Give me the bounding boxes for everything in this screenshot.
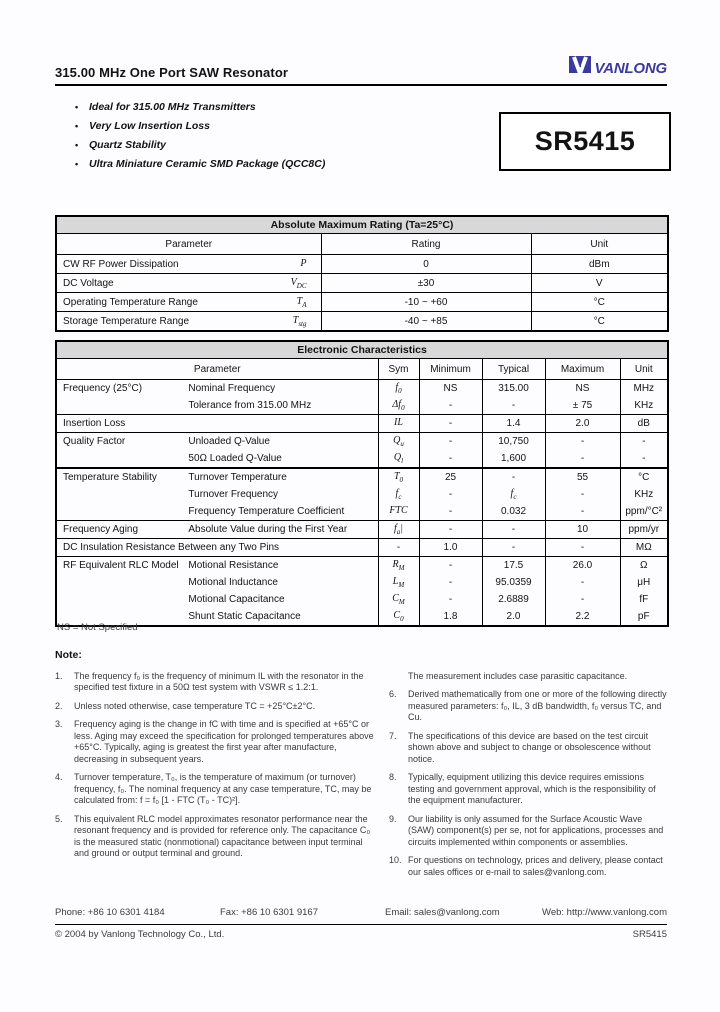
typ-cell: - <box>482 397 545 415</box>
note-number: 3. <box>55 719 63 729</box>
unit-cell: Ω <box>620 557 668 575</box>
table-row <box>56 503 668 521</box>
typ-cell: - <box>482 468 545 486</box>
min-cell: 1.8 <box>419 608 482 626</box>
parameter-cell: DC Insulation Resistance Between any Two Pins <box>56 539 378 557</box>
min-cell: - <box>419 557 482 575</box>
unit-cell: V <box>531 274 668 293</box>
note-number: 8. <box>389 772 397 782</box>
note-item <box>389 814 670 849</box>
part-number: SR5415 <box>534 126 636 156</box>
table-title-row <box>56 216 668 234</box>
max-cell: 2.0 <box>545 415 620 433</box>
parameter-cell: CW RF Power Dissipation P <box>56 255 321 274</box>
table-row <box>56 415 668 433</box>
col-header-rating: Rating <box>321 234 531 255</box>
note-item <box>389 689 670 724</box>
note-number: 5. <box>55 813 63 824</box>
feature-list <box>75 98 465 174</box>
sym-cell: $f_c$ <box>378 486 419 503</box>
typ-cell: $f_c$ <box>482 486 545 503</box>
typ-cell: 315.00 <box>482 380 545 398</box>
max-cell: NS <box>545 380 620 398</box>
col-header-unit: Unit <box>620 359 668 380</box>
page-title: 315.00 MHz One Port SAW Resonator <box>55 65 289 80</box>
typ-cell: 2.6889 <box>482 591 545 608</box>
unit-cell: dBm <box>531 255 668 274</box>
table-row <box>56 380 668 398</box>
note-text: For questions on technology, prices and delivery, please contact our sales offices or e-mail to sales@vanlong.com. <box>408 855 663 877</box>
notes-left-column <box>55 671 375 886</box>
notes-heading: Note: <box>55 649 82 661</box>
table-header-row <box>56 359 668 380</box>
parameter-cell: Operating Temperature Range $T_A$ <box>56 293 321 312</box>
unit-cell: KHz <box>620 397 668 415</box>
typ-cell: 95.0359 <box>482 574 545 591</box>
note-text: The specifications of this device are based on the test circuit shown above and subject to change or obsolescence without notice. <box>408 730 651 764</box>
col-header-min: Minimum <box>419 359 482 380</box>
unit-cell: MHz <box>620 380 668 398</box>
note-item <box>389 772 670 807</box>
typ-cell: 2.0 <box>482 608 545 626</box>
unit-cell: ppm/yr <box>620 521 668 539</box>
min-cell: - <box>419 397 482 415</box>
footer-web: Web: http://www.vanlong.com <box>542 907 667 918</box>
feature-item: • Ideal for 315.00 MHz Transmitters <box>75 98 465 117</box>
max-cell: - <box>545 503 620 521</box>
parameter-cell: Quality Factor Unloaded Q-Value <box>56 433 378 451</box>
min-cell: - <box>419 486 482 503</box>
table-row <box>56 486 668 503</box>
min-cell: - <box>419 433 482 451</box>
max-cell: - <box>545 486 620 503</box>
typ-cell: 0.032 <box>482 503 545 521</box>
rating-cell: 0 <box>321 255 531 274</box>
min-cell: 1.0 <box>419 539 482 557</box>
feature-item: • Ultra Miniature Ceramic SMD Package (QCC8C) <box>75 155 465 174</box>
copyright-text: © 2004 by Vanlong Technology Co., Ltd. <box>55 929 225 940</box>
max-cell: 10 <box>545 521 620 539</box>
max-cell: ± 75 <box>545 397 620 415</box>
table-title: Absolute Maximum Rating (Ta=25°C) <box>56 216 668 234</box>
sym-cell: $\Delta f_0$ <box>378 397 419 415</box>
min-cell: - <box>419 521 482 539</box>
unit-cell: KHz <box>620 486 668 503</box>
note-number: 9. <box>389 813 397 824</box>
table-row <box>56 397 668 415</box>
page-footer <box>55 907 667 940</box>
parameter-cell: Storage Temperature Range $T_{stg}$ <box>56 312 321 332</box>
parameter-cell: DC Voltage $V_{DC}$ <box>56 274 321 293</box>
parameter-cell: Motional Capacitance <box>188 594 285 605</box>
parameter-cell: Turnover Frequency <box>188 489 279 500</box>
brand-name: VANLONG <box>594 59 667 77</box>
min-cell: - <box>419 503 482 521</box>
doc-number: SR5415 <box>632 929 667 940</box>
note-number: 10. <box>389 855 402 865</box>
sym-cell: $C_0$ <box>378 608 419 626</box>
table-row <box>56 312 668 332</box>
parameter-cell: Insertion Loss <box>56 415 378 433</box>
rating-cell: -40 ~ +85 <box>321 312 531 332</box>
note-item <box>55 701 375 713</box>
col-header-parameter: Parameter <box>56 234 321 255</box>
notes-section <box>55 650 670 885</box>
table-row <box>56 274 668 293</box>
parameter-cell: RF Equivalent RLC Model Motional Resistance <box>56 557 378 575</box>
note-text: Derived mathematically from one or more of the following directly measured parameters: f₀, IL, 3 dB bandwidth, f₀ versus TC, and Cu. <box>408 689 667 722</box>
footer-email: Email: sales@vanlong.com <box>385 907 500 918</box>
col-header-max: Maximum <box>545 359 620 380</box>
typ-cell: 10,750 <box>482 433 545 451</box>
note-text: This equivalent RLC model approximates resonator performance near the resonant frequency and is provided for reference only. The capacitance C₀ is the measured static (nonmotional) capacitance between input terminal and ground or output terminal and ground. <box>74 813 371 858</box>
col-header-typ: Typical <box>482 359 545 380</box>
unit-cell: fF <box>620 591 668 608</box>
min-cell: NS <box>419 380 482 398</box>
table-row <box>56 293 668 312</box>
unit-cell: pF <box>620 608 668 626</box>
sym-cell: IL <box>378 415 419 433</box>
sym-cell: $C_M$ <box>378 591 419 608</box>
note-text: Typically, equipment utilizing this device requires emissions testing and government approval, which is the responsibility of the equipment manufacturer. <box>408 772 656 805</box>
unit-cell: °C <box>531 312 668 332</box>
table-row <box>56 450 668 468</box>
note-number <box>389 671 408 683</box>
table-header-row <box>56 234 668 255</box>
col-header-sym: Sym <box>378 359 419 380</box>
min-cell: 25 <box>419 468 482 486</box>
table-row <box>56 574 668 591</box>
sym-cell: $L_M$ <box>378 574 419 591</box>
unit-cell: °C <box>620 468 668 486</box>
parameter-cell: Shunt Static Capacitance <box>188 611 301 622</box>
typ-cell: 1.4 <box>482 415 545 433</box>
sym-cell: $T_0$ <box>378 468 419 486</box>
max-cell: - <box>545 591 620 608</box>
unit-cell: ppm/°C² <box>620 503 668 521</box>
table-row <box>56 433 668 451</box>
note-number: 6. <box>389 689 397 699</box>
min-cell: - <box>419 415 482 433</box>
part-number-box <box>499 112 671 171</box>
unit-cell: - <box>620 450 668 468</box>
min-cell: - <box>419 591 482 608</box>
parameter-cell: Frequency Temperature Coefficient <box>188 506 345 517</box>
note-text: The frequency f₀ is the frequency of minimum IL with the resonator in the specified test fixture in a 50Ω test system with VSWR ≤ 1.2:1. <box>74 670 364 692</box>
sym-cell: $f_a|$ <box>378 521 419 539</box>
table-row <box>56 468 668 486</box>
typ-cell: - <box>482 539 545 557</box>
table-row <box>56 255 668 274</box>
table-title: Electronic Characteristics <box>56 341 668 359</box>
typ-cell: 17.5 <box>482 557 545 575</box>
note-text: Turnover temperature, T₀, is the temperature of maximum (or turnover) frequency, f₀. The nominal frequency at any case temperature, TC, may be calculated from: f = f₀ [1 - FTC (T₀ - TC)²]. <box>74 772 372 805</box>
max-cell: - <box>545 433 620 451</box>
sym-cell: - <box>378 539 419 557</box>
footer-phone: Phone: +86 10 6301 4184 <box>55 907 165 918</box>
feature-item: • Very Low Insertion Loss <box>75 117 465 136</box>
note-text: Unless noted otherwise, case temperature TC = +25°C±2°C. <box>74 700 316 711</box>
footer-divider <box>55 924 667 925</box>
ns-footnote: NS = Not Specified <box>57 622 138 633</box>
note-number: 4. <box>55 772 63 782</box>
table-row <box>56 608 668 626</box>
note-item <box>55 772 375 807</box>
col-header-parameter: Parameter <box>56 359 378 380</box>
note-item <box>55 814 375 860</box>
note-item <box>389 855 670 878</box>
table-row <box>56 521 668 539</box>
table-title-row <box>56 341 668 359</box>
sym-cell: $Q_u$ <box>378 433 419 451</box>
note-text: The measurement includes case parasitic capacitance. <box>408 670 628 681</box>
note-item <box>389 731 670 766</box>
parameter-cell: Temperature Stability Turnover Temperature <box>56 468 378 486</box>
unit-cell: MΩ <box>620 539 668 557</box>
vanlong-v-icon <box>569 56 591 80</box>
sym-cell: $R_M$ <box>378 557 419 575</box>
col-header-unit: Unit <box>531 234 668 255</box>
parameter-cell: Tolerance from 315.00 MHz <box>188 400 312 411</box>
max-cell: - <box>545 539 620 557</box>
sym-cell: FTC <box>378 503 419 521</box>
notes-right-column <box>389 671 670 886</box>
note-item <box>389 671 670 683</box>
unit-cell: °C <box>531 293 668 312</box>
table-row <box>56 557 668 575</box>
note-number: 1. <box>55 670 63 681</box>
sym-cell: $f_0$ <box>378 380 419 398</box>
rating-cell: -10 ~ +60 <box>321 293 531 312</box>
electronic-characteristics-table <box>55 340 669 627</box>
absolute-maximum-rating-table <box>55 215 669 332</box>
note-item <box>55 671 375 694</box>
note-number: 2. <box>55 700 63 711</box>
parameter-cell: 50Ω Loaded Q-Value <box>188 453 282 464</box>
parameter-cell: Motional Inductance <box>188 577 278 588</box>
sym-cell: $Q_l$ <box>378 450 419 468</box>
unit-cell: dB <box>620 415 668 433</box>
typ-cell: 1,600 <box>482 450 545 468</box>
doc-header <box>55 0 667 86</box>
parameter-cell: Frequency Aging Absolute Value during the First Year <box>56 521 378 539</box>
footer-fax: Fax: +86 10 6301 9167 <box>220 907 318 918</box>
note-item <box>55 719 375 765</box>
unit-cell: - <box>620 433 668 451</box>
table-row <box>56 591 668 608</box>
max-cell: 55 <box>545 468 620 486</box>
footer-contacts <box>55 907 667 919</box>
typ-cell: - <box>482 521 545 539</box>
min-cell: - <box>419 450 482 468</box>
max-cell: - <box>545 574 620 591</box>
max-cell: - <box>545 450 620 468</box>
rating-cell: ±30 <box>321 274 531 293</box>
parameter-cell: Frequency (25°C) Nominal Frequency <box>63 383 276 394</box>
table-row <box>56 539 668 557</box>
brand-logo <box>569 56 668 80</box>
max-cell: 2.2 <box>545 608 620 626</box>
note-text: Frequency aging is the change in fC with time and is specified at +65°C or less. Aging may exceed the specification for prolonged temperatures above +65°C. Typically, aging is greatest the first year after manufacture, decreasing in subsequent years. <box>74 719 374 764</box>
min-cell: - <box>419 574 482 591</box>
note-text: Our liability is only assumed for the Surface Acoustic Wave (SAW) component(s) per se, not for applications, processes and circuits implemented within components or assemblies. <box>408 813 664 847</box>
unit-cell: μH <box>620 574 668 591</box>
feature-item: • Quartz Stability <box>75 136 465 155</box>
max-cell: 26.0 <box>545 557 620 575</box>
note-number: 7. <box>389 730 397 741</box>
